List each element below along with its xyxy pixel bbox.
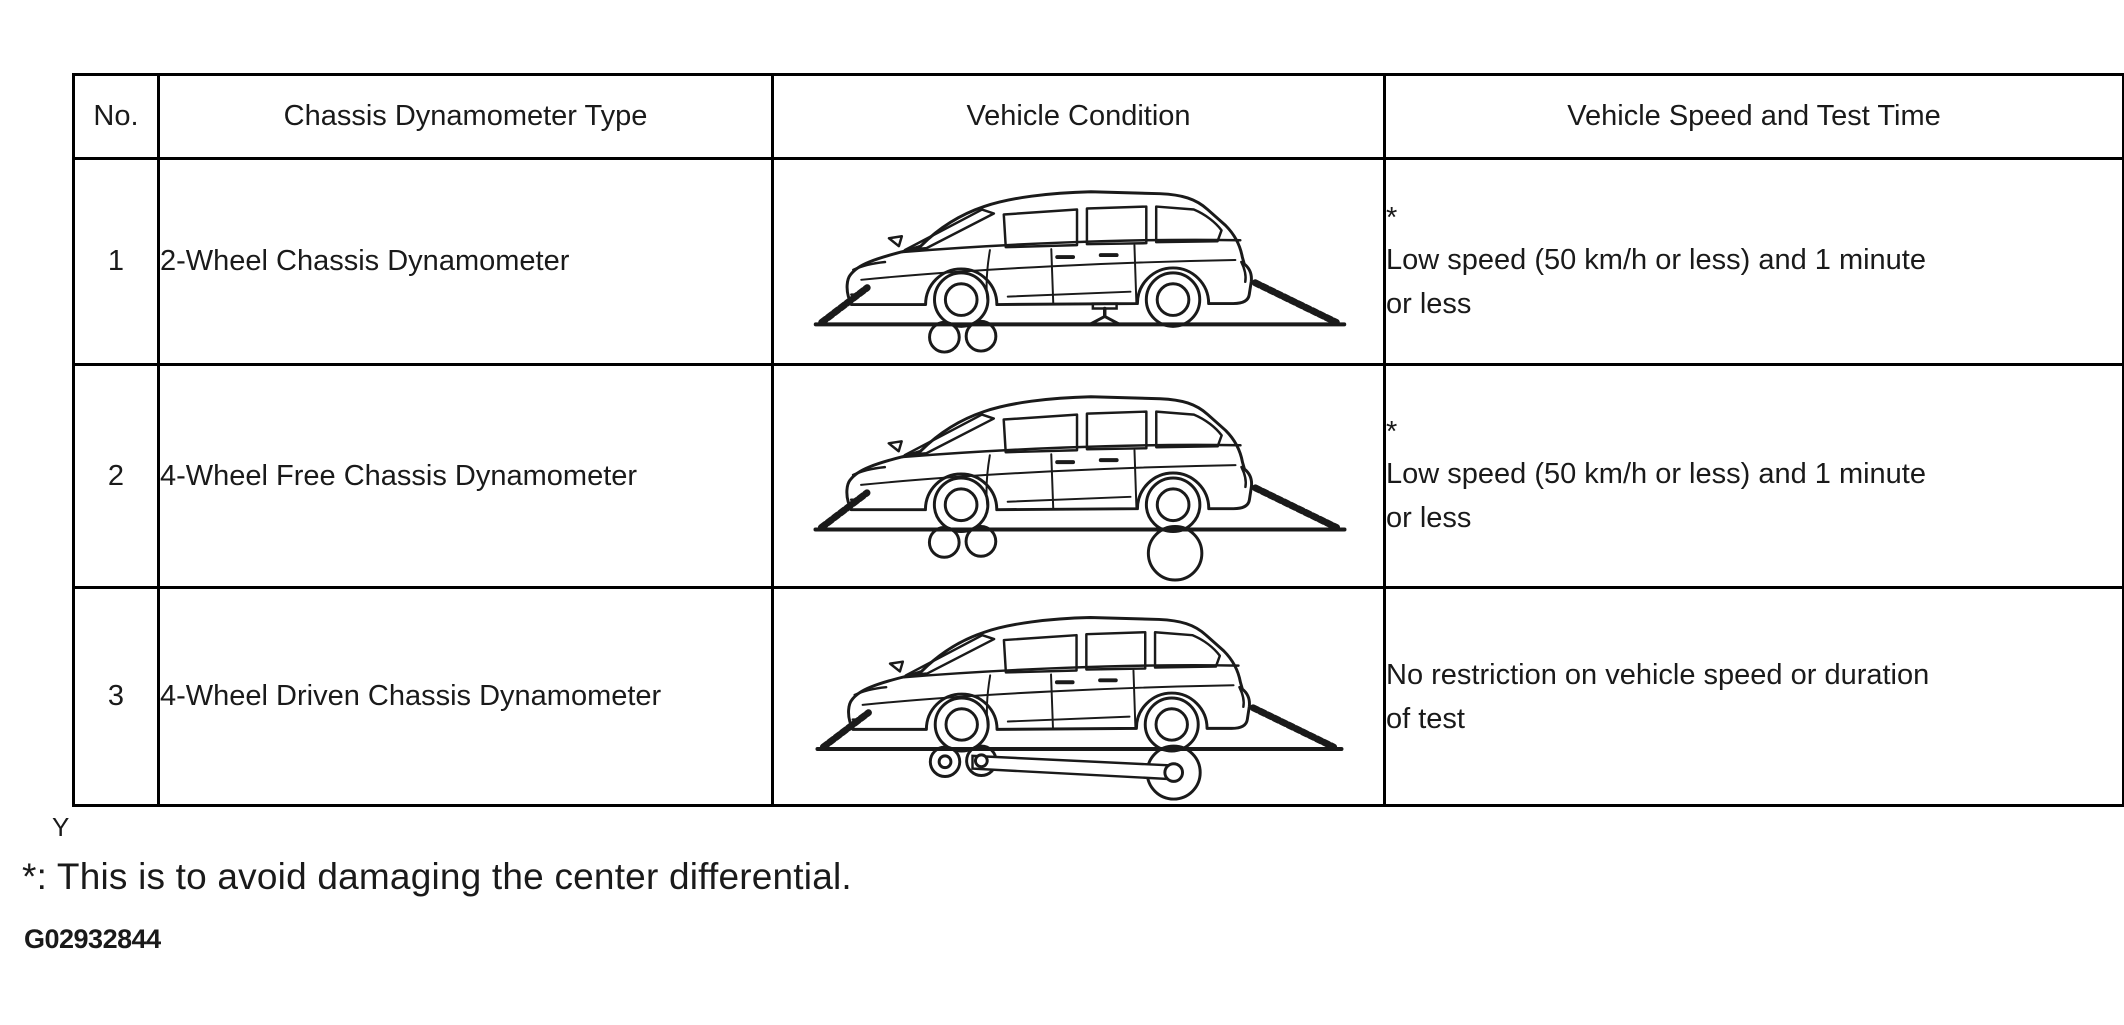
speed-text-line: or less [1386, 502, 1472, 534]
header-vehicle-condition: Vehicle Condition [773, 75, 1385, 159]
dynamometer-table [72, 73, 2124, 807]
4-wheel-driven-dynamometer-vehicle-icon [801, 591, 1356, 802]
speed-test-time-cell [1385, 159, 2124, 365]
dyno-type-label: 4-Wheel Driven Chassis Dynamometer [159, 588, 773, 806]
vehicle-condition-cell [773, 588, 1385, 806]
dyno-type-label: 4-Wheel Free Chassis Dynamometer [159, 365, 773, 588]
row-number: 3 [74, 588, 159, 806]
header-chassis-dynamometer-type: Chassis Dynamometer Type [159, 75, 773, 159]
header-no: No. [74, 75, 159, 159]
figure-code-label: G02932844 [24, 924, 161, 954]
header-vehicle-speed-test-time: Vehicle Speed and Test Time [1385, 75, 2124, 159]
speed-text-line: or less [1386, 287, 1472, 320]
y-marker-label: Y [52, 812, 70, 842]
4-wheel-free-dynamometer-vehicle-icon [799, 370, 1359, 583]
row-number: 2 [74, 365, 159, 588]
speed-text-line: Low speed (50 km/h or less) and 1 minute [1386, 458, 1926, 490]
table-row [74, 159, 2124, 365]
speed-text-line: No restriction on vehicle speed or duration [1386, 658, 1930, 691]
asterisk-footnote: *: This is to avoid damaging the center differential. [22, 856, 852, 897]
2-wheel-dynamometer-vehicle-icon [799, 165, 1359, 358]
speed-text-line: Low speed (50 km/h or less) and 1 minute [1386, 243, 1926, 276]
speed-test-time-cell [1385, 365, 2124, 588]
speed-test-time-cell [1385, 588, 2124, 806]
asterisk-marker: * [1386, 201, 1398, 234]
vehicle-condition-cell [773, 365, 1385, 588]
speed-text-line: of test [1386, 702, 1465, 735]
row-number: 1 [74, 159, 159, 365]
vehicle-condition-cell [773, 159, 1385, 365]
table-row [74, 588, 2124, 806]
dyno-type-label: 2-Wheel Chassis Dynamometer [159, 159, 773, 365]
table-header-row [74, 75, 2124, 159]
asterisk-marker: * [1386, 416, 1398, 448]
table-row [74, 365, 2124, 588]
